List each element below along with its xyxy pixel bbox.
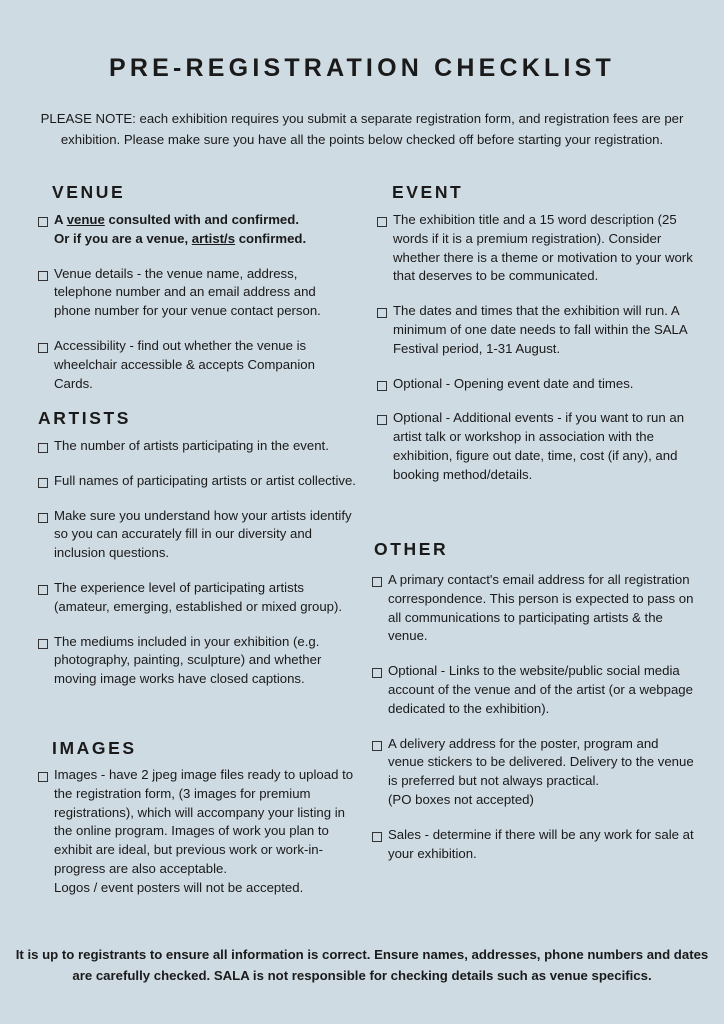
checklist-item-text: Optional - Links to the website/public social media account of the venue and of the artist (or a webpage dedicated to the exhibition).: [388, 663, 693, 716]
checklist-item: [372, 571, 698, 646]
checkbox-icon[interactable]: [377, 415, 387, 425]
checklist-item: [377, 211, 697, 286]
checklist-item: [38, 472, 356, 491]
images-heading: IMAGES: [52, 738, 137, 758]
checklist-item-text: Make sure you understand how your artists identify so you can accurately fill in our diversity and inclusion questions.: [54, 507, 352, 561]
checklist-item: [372, 662, 698, 718]
checklist-item-text: The mediums included in your exhibition (e.g. photography, painting, sculpture) and whether moving image works have closed captions.: [54, 633, 322, 687]
checklist-item: [377, 302, 697, 358]
checklist-item-text: Images - have 2 jpeg image files ready to upload to the registration form, (3 images for premium registrations), which will accompany your listing in the online program. Images of work you plan to exhibit are ideal, but previous work or work-in-progress are also acceptable. Logos / event posters will not be accepted.: [54, 767, 354, 895]
footer-disclaimer: It is up to registrants to ensure all information is correct. Ensure names, addresses, phone numbers and dates are carefully checked. SALA is not responsible for checking details such as venue specifics.: [15, 947, 709, 983]
checkbox-icon[interactable]: [372, 668, 382, 678]
checklist-item-text: Full names of participating artists or artist collective.: [54, 472, 356, 488]
checkbox-icon[interactable]: [372, 577, 382, 587]
checkbox-icon[interactable]: [38, 478, 48, 488]
checkbox-icon[interactable]: [377, 217, 387, 227]
checklist-item: [38, 265, 352, 321]
page-title: PRE-REGISTRATION CHECKLIST: [109, 54, 615, 82]
checklist-item: [38, 766, 356, 898]
event-heading: EVENT: [392, 182, 464, 202]
other-items: [372, 571, 698, 879]
checklist-item: [38, 633, 356, 689]
other-heading: OTHER: [374, 539, 449, 559]
checkbox-icon[interactable]: [38, 271, 48, 281]
checklist-item: [38, 507, 356, 563]
artists-heading: ARTISTS: [38, 408, 132, 428]
checkbox-icon[interactable]: [38, 639, 48, 649]
checklist-item-text: A primary contact's email address for all registration correspondence. This person is expected to pass on all communications to participating artists & the venue.: [388, 572, 694, 644]
checklist-item: [372, 826, 698, 864]
images-items: [38, 766, 356, 898]
checklist-item: [38, 211, 352, 249]
checkbox-icon[interactable]: [38, 217, 48, 227]
checklist-item-text: The dates and times that the exhibition will run. A minimum of one date needs to fall within the SALA Festival period, 1-31 August.: [393, 303, 687, 356]
checklist-item-text: The number of artists participating in the event.: [54, 438, 329, 453]
checkbox-icon[interactable]: [38, 513, 48, 523]
checkbox-icon[interactable]: [377, 308, 387, 318]
checklist-item: [38, 579, 356, 617]
checklist-item: [377, 375, 697, 394]
checklist-item: [377, 409, 697, 484]
checkbox-icon[interactable]: [38, 772, 48, 782]
venue-items: [38, 211, 352, 409]
note-text: PLEASE NOTE: each exhibition requires you submit a separate registration form, and registration fees are per exhibition. Please make sure you have all the points below checked off before starting your registration.: [40, 111, 684, 147]
checklist-item-text: Optional - Opening event date and times.: [393, 375, 634, 391]
checkbox-icon[interactable]: [377, 381, 387, 391]
checkbox-icon[interactable]: [372, 741, 382, 751]
checklist-item-text: The exhibition title and a 15 word description (25 words if it is a premium registration). Consider whether there is a theme or motivation to your work that deserves to be communicated.: [393, 212, 693, 284]
checklist-item-text: A venue consulted with and confirmed. Or if you are a venue, artist/s confirmed.: [54, 212, 307, 246]
event-section: [392, 182, 692, 213]
checklist-item-text: Accessibility - find out whether the venue is wheelchair accessible & accepts Companion Cards.: [54, 337, 315, 391]
checklist-item-text: Sales - determine if there will be any work for sale at your exhibition.: [388, 826, 694, 861]
images-section: [52, 738, 352, 769]
artists-link: artist/s: [191, 230, 236, 246]
checkbox-icon[interactable]: [38, 585, 48, 595]
artists-section: [38, 408, 356, 439]
checklist-item: [38, 337, 352, 393]
checklist-item: [372, 735, 698, 810]
checkbox-icon[interactable]: [372, 832, 382, 842]
checklist-item-text: Optional - Additional events - if you want to run an artist talk or workshop in association with the exhibition, figure out date, time, cost (if any), and booking method/details.: [393, 410, 685, 482]
checklist-item: [38, 437, 356, 456]
event-items: [377, 211, 697, 501]
venue-heading: VENUE: [52, 182, 126, 202]
artists-items: [38, 437, 356, 705]
checkbox-icon[interactable]: [38, 343, 48, 353]
checklist-item-text: The experience level of participating artists (amateur, emerging, established or mixed group).: [54, 579, 343, 614]
venue-section: [52, 182, 352, 213]
venue-link: venue: [66, 212, 105, 227]
other-section: [374, 539, 674, 570]
checklist-item-text: A delivery address for the poster, program and venue stickers to be delivered. Delivery to the venue is preferred but not always practical. (PO boxes not accepted): [388, 735, 694, 807]
checkbox-icon[interactable]: [38, 443, 48, 453]
checklist-item-text: Venue details - the venue name, address, telephone number and an email address and phone number for your venue contact person.: [54, 265, 321, 319]
